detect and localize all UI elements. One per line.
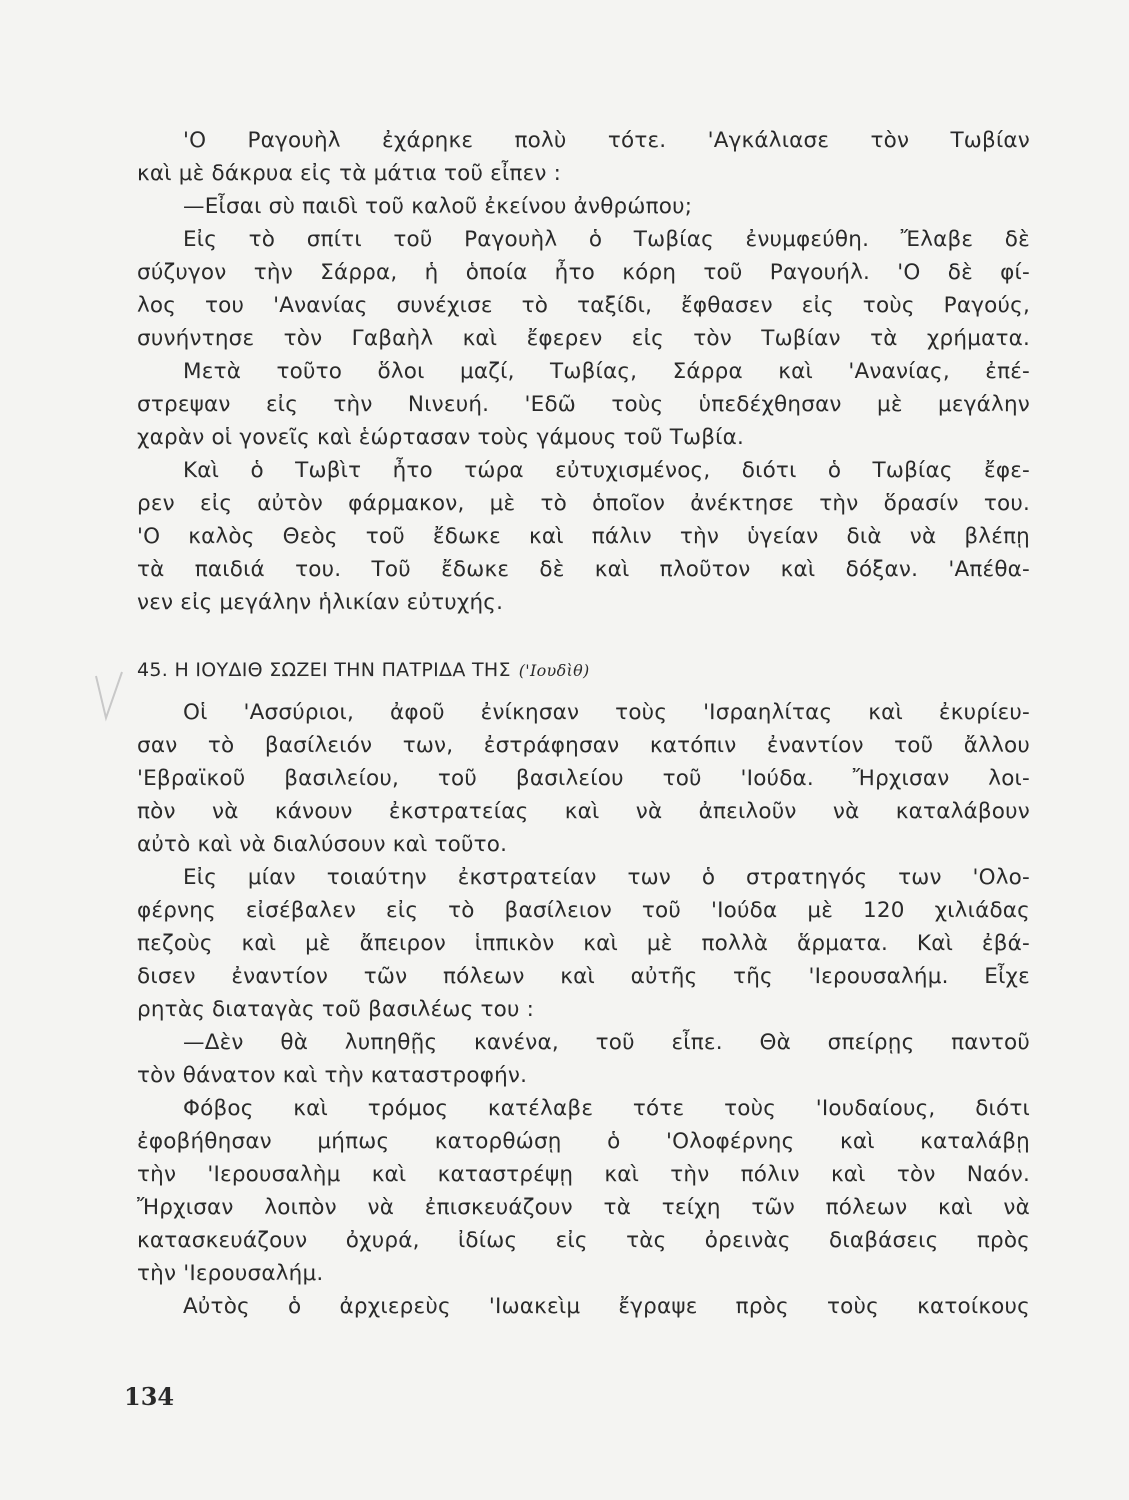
text-line: λος του 'Ανανίας συνέχισε τὸ ταξίδι, ἔφθασεν εἰς τοὺς Ραγούς, (137, 293, 1030, 318)
text-line: Καὶ ὁ Τωβὶτ ἦτο τώρα εὐτυχισμένος, διότι ὁ Τωβίας ἔφε- (183, 458, 1030, 483)
text-line: νεν εἰς μεγάλην ἡλικίαν εὐτυχής. (137, 590, 504, 615)
text-line: Αὐτὸς ὁ ἀρχιερεὺς 'Ιωακεὶμ ἔγραψε πρὸς τοὺς κατοίκους (183, 1294, 1030, 1319)
text-line: δισεν ἐναντίον τῶν πόλεων καὶ αὐτῆς τῆς 'Ιερουσαλήμ. Εἶχε (137, 964, 1030, 989)
text-line: αὐτὸ καὶ νὰ διαλύσουν καὶ τοῦτο. (137, 832, 508, 857)
text-line: Μετὰ τοῦτο ὅλοι μαζί, Τωβίας, Σάρρα καὶ 'Ανανίας, ἐπέ- (183, 359, 1030, 384)
page-number: 134 (124, 1382, 175, 1411)
section-judith (137, 696, 1030, 1323)
text-line: 'Εβραϊκοῦ βασιλείου, τοῦ βασιλείου τοῦ 'Ιούδα. Ἤρχισαν λοι- (137, 766, 1030, 791)
text-line: —Δὲν θὰ λυπηθῇς κανένα, τοῦ εἶπε. Θὰ σπείρῃς παντοῦ (183, 1030, 1030, 1055)
text-line: Φόβος καὶ τρόμος κατέλαβε τότε τοὺς 'Ιουδαίους, διότι (183, 1096, 1030, 1121)
text-line: σαν τὸ βασίλειόν των, ἐστράφησαν κατόπιν ἐναντίον τοῦ ἄλλου (137, 733, 1030, 758)
text-line: ρεν εἰς αὐτὸν φάρμακον, μὲ τὸ ὁποῖον ἀνέκτησε τὴν ὅρασίν του. (137, 491, 1030, 516)
text-line: Εἰς μίαν τοιαύτην ἐκστρατείαν των ὁ στρατηγός των 'Ολο- (183, 865, 1030, 890)
section-tobit-ending (137, 124, 1030, 619)
text-line: ρητὰς διαταγὰς τοῦ βασιλέως του : (137, 997, 535, 1022)
text-line: Εἰς τὸ σπίτι τοῦ Ραγουὴλ ὁ Τωβίας ἐνυμφεύθη. Ἔλαβε δὲ (183, 227, 1030, 252)
text-line: κατασκευάζουν ὀχυρά, ἰδίως εἰς τὰς ὀρεινὰς διαβάσεις πρὸς (137, 1228, 1030, 1253)
text-line: φέρνης εἰσέβαλεν εἰς τὸ βασίλειον τοῦ 'Ιούδα μὲ 120 χιλιάδας (137, 898, 1030, 923)
text-line: τὸν θάνατον καὶ τὴν καταστροφήν. (137, 1063, 528, 1088)
text-line: τὴν 'Ιερουσαλήμ. (137, 1261, 324, 1286)
text-line: χαρὰν οἱ γονεῖς καὶ ἑώρτασαν τοὺς γάμους τοῦ Τωβία. (137, 425, 745, 450)
text-line: τὰ παιδιά του. Τοῦ ἔδωκε δὲ καὶ πλοῦτον καὶ δόξαν. 'Απέθα- (137, 557, 1030, 582)
text-line: πεζοὺς καὶ μὲ ἄπειρον ἱππικὸν καὶ μὲ πολλὰ ἅρματα. Καὶ ἐβά- (137, 931, 1030, 956)
pencil-checkmark-annotation (92, 668, 132, 728)
text-line: τὴν 'Ιερουσαλὴμ καὶ καταστρέψῃ καὶ τὴν πόλιν καὶ τὸν Ναόν. (137, 1162, 1030, 1187)
text-line: 'Ο καλὸς Θεὸς τοῦ ἔδωκε καὶ πάλιν τὴν ὑγείαν διὰ νὰ βλέπῃ (137, 524, 1030, 549)
text-line: 'Ο Ραγουὴλ ἐχάρηκε πολὺ τότε. 'Αγκάλιασε τὸν Τωβίαν (183, 128, 1030, 153)
text-line: —Εἶσαι σὺ παιδὶ τοῦ καλοῦ ἐκείνου ἀνθρώπου; (183, 194, 693, 219)
chapter-title: 45. Η ΙΟΥΔΙΘ ΣΩΖΕΙ ΤΗΝ ΠΑΤΡΙΔΑ ΤΗΣ (137, 659, 511, 681)
text-line: σύζυγον τὴν Σάρρα, ἡ ὁποία ἦτο κόρη τοῦ Ραγουήλ. 'Ο δὲ φί- (137, 260, 1030, 285)
text-line: Ἤρχισαν λοιπὸν νὰ ἐπισκευάζουν τὰ τείχη τῶν πόλεων καὶ νὰ (137, 1195, 1030, 1220)
text-line: Οἱ 'Ασσύριοι, ἀφοῦ ἐνίκησαν τοὺς 'Ισραηλίτας καὶ ἐκυρίευ- (183, 700, 1030, 725)
chapter-source: ('Ιουδὶθ) (518, 661, 590, 680)
text-line: καὶ μὲ δάκρυα εἰς τὰ μάτια τοῦ εἶπεν : (137, 161, 562, 186)
text-line: πὸν νὰ κάνουν ἐκστρατείας καὶ νὰ ἀπειλοῦν νὰ καταλάβουν (137, 799, 1030, 824)
text-line: στρεψαν εἰς τὴν Νινευή. 'Εδῶ τοὺς ὑπεδέχθησαν μὲ μεγάλην (137, 392, 1030, 417)
text-line: συνήντησε τὸν Γαβαὴλ καὶ ἔφερεν εἰς τὸν Τωβίαν τὰ χρήματα. (137, 326, 1030, 351)
chapter-heading (137, 659, 590, 681)
text-line: ἐφοβήθησαν μήπως κατορθώσῃ ὁ 'Ολοφέρνης καὶ καταλάβῃ (137, 1129, 1030, 1154)
